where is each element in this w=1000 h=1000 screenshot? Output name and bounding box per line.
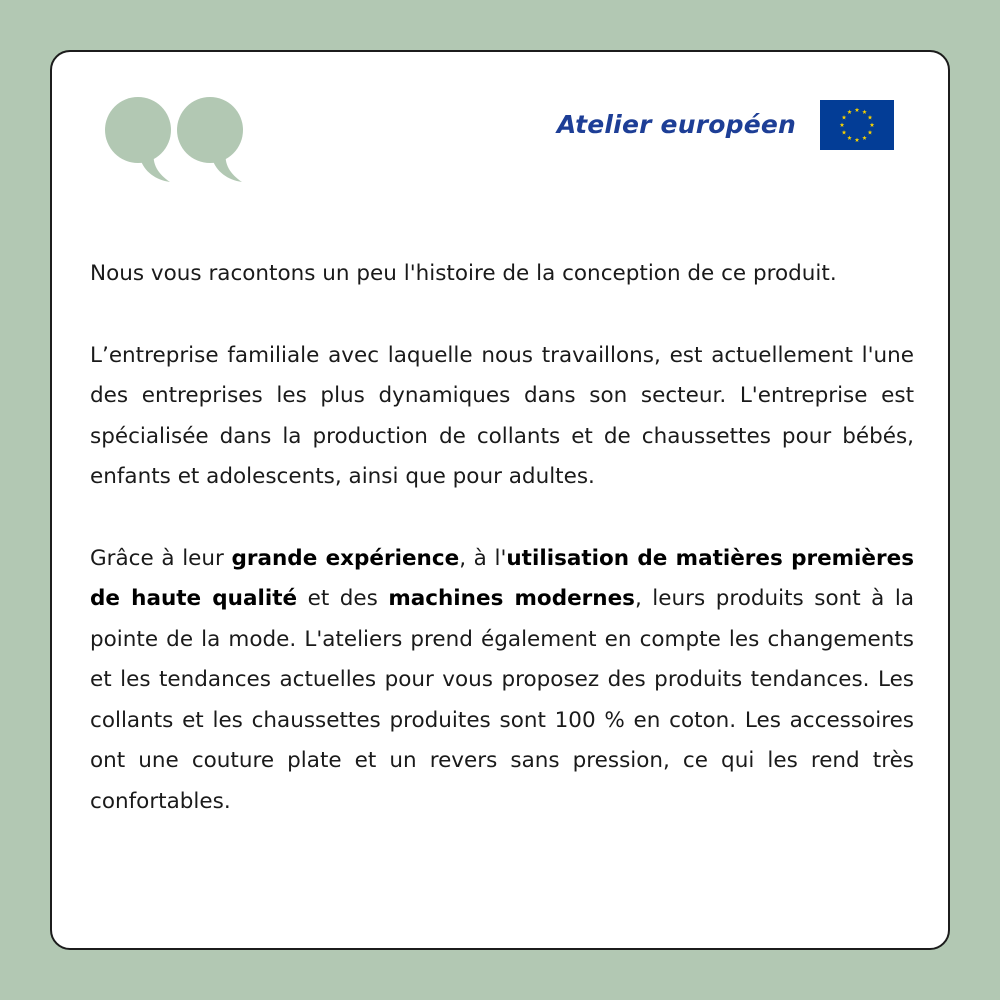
highlight-machines: machines modernes xyxy=(388,586,635,611)
quote-mark-icon xyxy=(104,92,249,186)
quality-text-2: , à l' xyxy=(459,545,507,571)
quality-paragraph xyxy=(90,539,914,823)
quality-text-1: Grâce à leur xyxy=(90,545,232,571)
highlight-materials: utilisation de matières premières de haute qualité xyxy=(90,545,914,611)
quote-card xyxy=(50,50,950,950)
intro-paragraph: Nous vous racontons un peu l'histoire de la conception de ce produit. xyxy=(90,261,837,286)
eu-flag-icon xyxy=(820,100,894,150)
brand-label: Atelier européen xyxy=(556,110,796,139)
company-paragraph: L’entreprise familiale avec laquelle nous travaillons, est actuellement l'une des entreprises les plus dynamiques dans son secteur. L'entreprise est spécialisée dans la production de collants et de chaussettes pour bébés, enfants et adolescents, ainsi que pour adultes. xyxy=(90,342,914,489)
story-text xyxy=(90,254,914,822)
highlight-experience: grande expérience xyxy=(231,545,460,571)
quality-text-3: et des xyxy=(297,586,389,611)
quality-text-4: , leurs produits sont à la pointe de la mode. L'ateliers prend également en compte les changements et les tendances actuelles pour vous proposez des produits tendances. Les collants et les chaussettes produites sont 100 % en coton. Les accessoires ont une couture plate et un revers sans pression, ce qui les rend très confortables. xyxy=(90,586,914,814)
